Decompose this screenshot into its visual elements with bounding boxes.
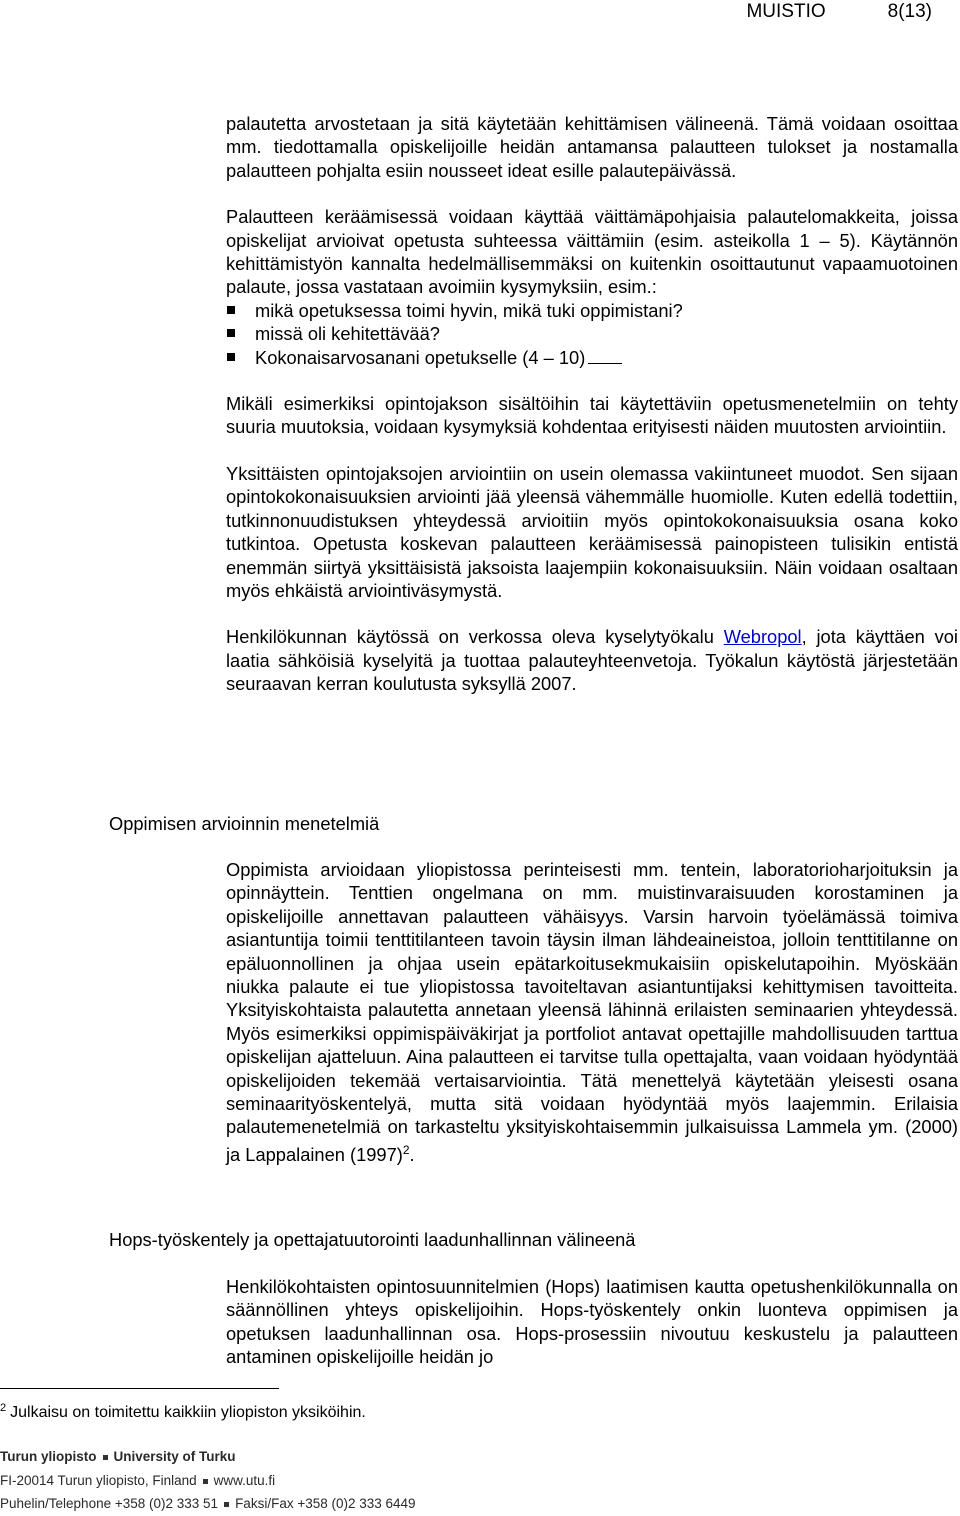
separator-icon [224, 1502, 229, 1507]
section-heading: Hops-työskentely ja opettajatuutorointi laadunhallinnan välineenä [109, 1229, 636, 1250]
footnote-separator [0, 1388, 279, 1389]
paragraph: Oppimista arvioidaan yliopistossa perinteisesti mm. tentein, laboratorioharjoituksin ja opinnäyttein. Tenttien ongelmana on mm. muistinvaraisuuden korostaminen ja opiskelijoille annettavan palautteen vähäisyys. Varsin harvoin työelämässä toimiva asiantuntija toimii tenttitilanteen tavoin täysin ilman lähdeaineistoa, jolloin tenttitilanne on epäluonnollinen ja ohjaa usein epätarkoitusekmukaisiin opiskelutapoihin. Myöskään niukka palaute ei tue yliopistossa tavoiteltavan asiantuntijaksi kehittymisen tavoitteita. Yksityiskohtaista palautetta annetaan yleensä lähinnä erilaisten seminaarien yhteydessä. Myös esimerkiksi oppimispäiväkirjat ja portfoliot antavat opettajille mahdollisuuden tarttua opiskelijan ajatteluun. Aina palautteen ei tarvitse tulla opettajalta, vaan voidaan hyödyntää opiskelijoiden tekemää vertaisarviointia. Tätä menettelyä käytetään yleisesti osana seminaarityöskentelyä, mutta sitä voidaan hyödyntää myös laajemmin. Erilaisia palautemenetelmiä on tarkasteltu yksityiskohtaisemmin julkaisuissa Lammela ym. (2000) ja Lappalainen $(1997)^2$. [226, 859, 958, 1165]
answer-blank [588, 347, 622, 364]
question-list [226, 299, 958, 369]
paragraph: palautetta arvostetaan ja sitä käytetään kehittämisen välineenä. Tämä voidaan osoittaa mm. tiedottamalla opiskelijoille heidän antamansa palautteen tulokset ja nostamalla palautteen pohjalta esiin nousseet ideat esille palautepäivässä. [226, 113, 958, 181]
footer-address: FI-20014 Turun yliopisto, Finland www.utu.fi [0, 1473, 276, 1488]
paragraph: Henkilökunnan käytössä on verkossa oleva kyselytyökalu Webropol, jota käyttäen voi laatia sähköisiä kyselyitä ja tuottaa palauteyhteenvetoja. Työkalun käytöstä järjestetään seuraavan kerran koulutusta syksyllä 2007. [226, 626, 958, 695]
paragraph: Mikäli esimerkiksi opintojakson sisältöihin tai käytettäviin opetusmenetelmiin on tehty suuria muutoksia, voidaan kysymyksiä kohdentaa erityisesti näiden muutosten arviointiin. [226, 393, 958, 438]
footnote [0, 1397, 366, 1424]
section-heading: Oppimisen arvioinnin menetelmiä [109, 813, 380, 834]
document-type: MUISTIO [746, 1, 826, 22]
footer-contact: Puhelin/Telephone +358 (0)2 333 51 Faksi/Fax +358 (0)2 333 6449 [0, 1496, 416, 1511]
feedback-section [226, 112, 958, 696]
footer-organization: Turun yliopisto University of Turku [0, 1449, 236, 1464]
separator-icon [203, 1479, 208, 1484]
page-header [746, 1, 932, 23]
footnote-text: Julkaisu on toimitettu kaikkiin yliopiston yksiköihin. [10, 1404, 366, 1421]
assessment-methods-section [226, 858, 958, 1166]
paragraph: Yksittäisten opintojaksojen arviointiin on usein olemassa vakiintuneet muodot. Sen sijaan opintokokonaisuuksien arviointi jää yleensä vähemmälle huomiolle. Kuten edellä todettiin, tutkinnonuudistuksen yhteydessä arvioitiin myös opintokokonaisuuksia osana koko tutkintoa. Opetusta koskevan palautteen keräämisessä painopisteen tulisikin entistä enemmän siirtyä yksittäisistä jaksoista laajempiin kokonaisuuksiin. Näin voidaan osaltaan myös ehkäistä arviointiväsymystä. [226, 462, 958, 601]
separator-icon [103, 1455, 108, 1460]
list-item: Kokonaisarvosanani opetukselle (4 – 10) [226, 346, 958, 369]
page-number: 8(13) [887, 1, 932, 22]
footnote-mark: 2 [0, 1402, 7, 1414]
footnote-reference: 2 [402, 1142, 410, 1157]
list-item: mikä opetuksessa toimi hyvin, mikä tuki oppimistani? [226, 299, 958, 322]
footer-web-link[interactable]: www.utu.fi [213, 1473, 276, 1488]
list-item: missä oli kehitettävää? [226, 322, 958, 345]
hops-section [226, 1275, 958, 1369]
paragraph: Palautteen keräämisessä voidaan käyttää väittämäpohjaisia palautelomakkeita, joissa opiskelijat arvioivat opetusta suhteessa väittämiin (esim. asteikolla 1 – 5). Käytännön kehittämistyön kannalta hedelmällisemmäksi on kuitenkin osoittautunut vapaamuotoinen palaute, jossa vastataan avoimiin kysymyksiin, esim.: [226, 206, 958, 298]
webropol-link[interactable]: Webropol [723, 626, 802, 648]
paragraph: Henkilökohtaisten opintosuunnitelmien (Hops) laatimisen kautta opetushenkilökunnalla on säännöllinen yhteys opiskelijoihin. Hops-työskentely onkin luonteva oppimisen ja opetuksen laadunhallinnan osa. Hops-prosessiin nivoutuu keskustelu ja palautteen antaminen opiskelijoille heidän jo [226, 1276, 958, 1368]
